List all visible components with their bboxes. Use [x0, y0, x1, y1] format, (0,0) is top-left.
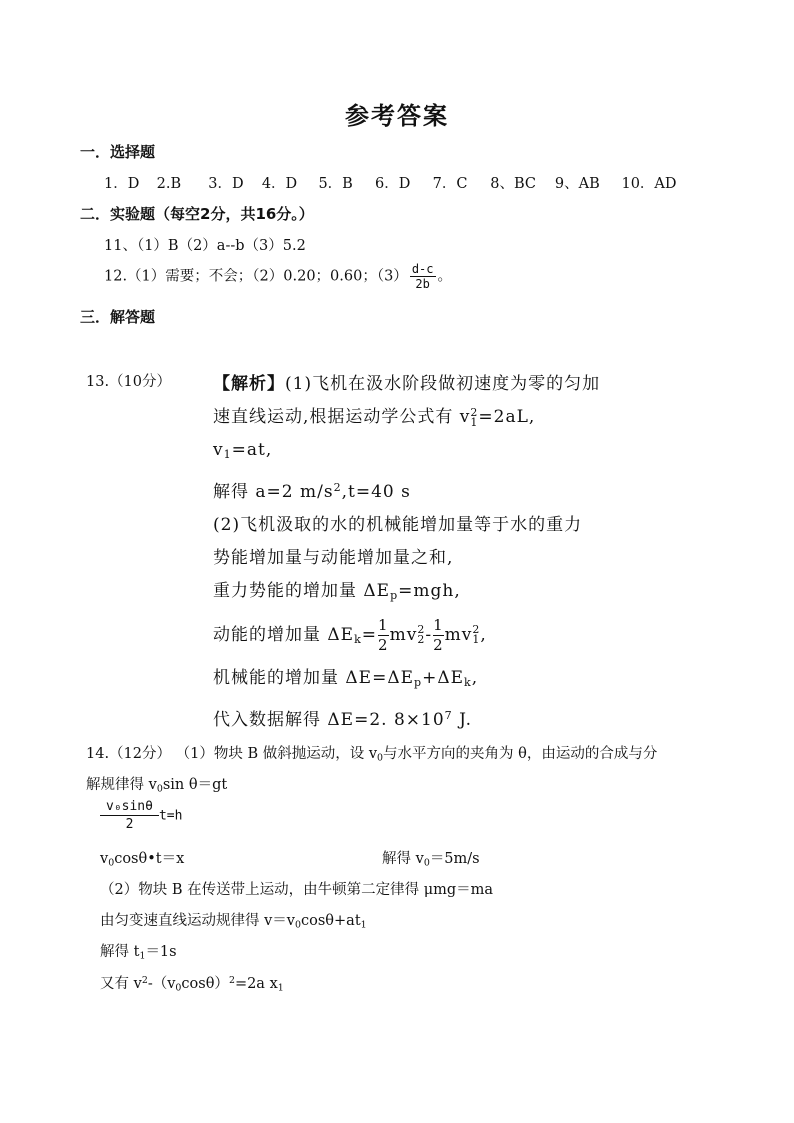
answer-10: 10．AD — [621, 176, 677, 192]
answer-3: 3．D — [208, 176, 244, 192]
choice-answers — [104, 172, 677, 193]
q14-line-5: （2）物块 B 在传送带上运动，由牛顿第二定律得 μmg＝ma — [100, 882, 494, 898]
q14-line-7: 解得 $t_1=1s$ — [100, 944, 177, 962]
q13-line-5: (2)飞机汲取的水的机械能增加量等于水的重力 — [213, 514, 583, 535]
q12-text: 12.（1）需要；不会；（2）0.20；0.60；（3） — [104, 268, 408, 285]
answer-1: 1．D — [104, 176, 140, 192]
q13-line-10: 代入数据解得 ΔE=2. $8\times 10^7$ J. — [213, 709, 472, 731]
page-title: 参考答案 — [345, 102, 449, 130]
answer-5: 5．B — [318, 176, 353, 192]
q13-line-2: 速直线运动,根据运动学公式有 v 2 1 =2aL, — [213, 405, 536, 429]
kinetic-fraction-1: $\frac{1}{2}$ — [378, 615, 389, 654]
answer-8: 8、BC — [490, 176, 537, 192]
answer-4: 4．D — [261, 176, 298, 192]
q13-line-4: 解得 a=2 $m/s^2,t=40$ s — [213, 480, 411, 502]
q14-line-4-result: 解得 $v_0=5m/s$ — [382, 851, 480, 869]
q13-line-9: 机械能的增加量 $\Delta E=\Delta E_p+\Delta E_k$, — [213, 668, 479, 690]
q13-line-6: 势能增加量与动能增加量之和, — [213, 547, 454, 568]
kinetic-fraction-2: $\frac{1}{2}$ — [433, 615, 444, 654]
q12-fraction — [410, 262, 436, 291]
q12-fraction-numerator: d-c — [411, 262, 434, 276]
section-heading-choice: 一．选择题 — [80, 143, 156, 161]
q14-fraction-numerator: v₀sinθ — [100, 798, 159, 816]
q13-solution-block — [213, 368, 600, 737]
q12-end: 。 — [437, 268, 452, 285]
answer-6: 6．D — [375, 176, 411, 192]
q14-line-4: $v_0\cos\theta•t=x$ — [100, 851, 185, 869]
q13-line-3: $v_1=at$, — [213, 440, 273, 461]
section-heading-solutions: 三．解答题 — [80, 308, 156, 326]
q13-line-8: 动能的增加量 $\Delta E_k=$ $\frac{1}{2}$ mv 2 2 - $\frac{1}{2}$ mv 2 1 , — [213, 615, 487, 654]
q14-fraction-line: $\frac{\text{v₀sinθ}}{2}$ t=h — [100, 798, 182, 833]
q14-line-6: 由匀变速直线运动规律得 $v=v_0\cos\theta+at_1$ — [100, 913, 367, 931]
q14-line-1: 14.（12分） （1）物块 B 做斜抛运动，设 $v_0$与水平方向的夹角为 θ，由运动的合成与分 — [86, 746, 658, 764]
q13-line-7: 重力势能的增加量 $\Delta E_p=mgh$, — [213, 580, 461, 602]
section-heading-experiment: 二．实验题（每空2分，共16分。） — [80, 205, 314, 223]
answer-7: 7．C — [432, 176, 468, 192]
answer-q12 — [104, 262, 452, 291]
answer-q11: 11、（1）B（2）a--b（3）5.2 — [104, 238, 306, 254]
q14-fraction-denominator: 2 — [125, 817, 134, 832]
q14-line-2: 解规律得 $v_0\sin$ θ＝gt — [86, 777, 228, 795]
answer-9: 9、AB — [554, 176, 600, 192]
q14-fraction — [100, 798, 159, 833]
q13-line-1: 【解析】(1)飞机在汲水阶段做初速度为零的匀加 — [213, 374, 601, 394]
q12-fraction-denominator: 2b — [415, 277, 430, 291]
q14-line-8: 又有 $v^2-(v_0\cos\theta)^2=2a$ $x_1$ — [100, 974, 284, 994]
analysis-keyword: 【解析】 — [213, 374, 285, 394]
q13-label: 13.（10分） — [86, 374, 172, 390]
answer-2: 2.B — [156, 176, 182, 192]
